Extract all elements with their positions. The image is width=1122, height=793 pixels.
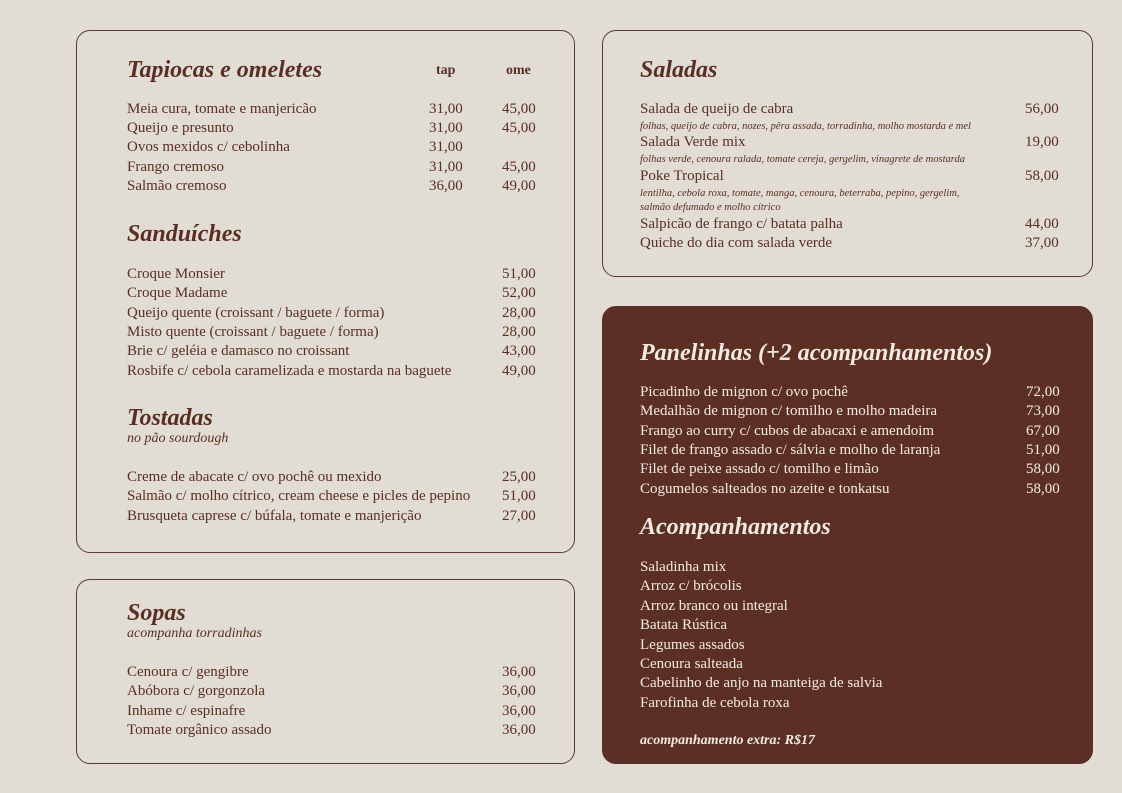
menu-item-row — [640, 383, 1070, 402]
item-price: 58,00 — [1026, 480, 1060, 497]
saladas-title: Saladas — [640, 57, 718, 83]
menu-item-row — [640, 234, 1070, 253]
menu-item-row — [127, 507, 557, 526]
sopas-subtitle: acompanha torradinhas — [127, 626, 262, 641]
menu-item-row — [127, 487, 557, 506]
tap-price: 31,00 — [429, 158, 463, 175]
item-price: 51,00 — [502, 488, 536, 505]
menu-item-row — [640, 100, 1070, 119]
tap-price: 31,00 — [429, 139, 463, 156]
menu-item-row — [640, 480, 1070, 499]
menu-item-row — [127, 119, 547, 138]
item-price: 67,00 — [1026, 422, 1060, 439]
menu-item-row — [640, 422, 1070, 441]
sanduiches-title: Sanduíches — [127, 221, 242, 247]
menu-item-row — [127, 682, 557, 701]
side-dish-item: Legumes assados — [640, 636, 745, 653]
item-name: Inhame c/ espinafre — [127, 702, 246, 719]
item-price: 73,00 — [1026, 403, 1060, 420]
item-name: Croque Monsier — [127, 266, 225, 282]
item-name: Salada Verde mix — [640, 134, 746, 150]
menu-item-row — [127, 721, 557, 740]
item-name: Meia cura, tomate e manjericão — [127, 101, 317, 117]
item-name: Medalhão de mignon c/ tomilho e molho madeira — [640, 403, 938, 420]
tap-price: 36,00 — [429, 177, 463, 194]
item-name: Croque Madame — [127, 285, 228, 302]
item-name: Salada de queijo de cabra — [640, 101, 794, 117]
item-description: lentilha, cebola roxa, tomate, manga, cenoura, beterraba, pepino, gergelim, — [640, 188, 960, 199]
menu-item-row — [127, 138, 547, 157]
item-price: 43,00 — [502, 343, 536, 360]
ome-price: 49,00 — [502, 177, 536, 194]
item-name: Frango cremoso — [127, 158, 225, 175]
item-name: Creme de abacate c/ ovo pochê ou mexido — [127, 469, 382, 485]
panelinhas-title: Panelinhas (+2 acompanhamentos) — [640, 340, 993, 366]
menu-item-row — [127, 177, 547, 196]
menu-item-row — [127, 158, 547, 177]
item-name: Picadinho de mignon c/ ovo pochê — [640, 384, 848, 400]
item-name: Cogumelos salteados no azeite e tonkatsu — [640, 480, 890, 497]
menu-item-row — [640, 167, 1070, 186]
item-name: Abóbora c/ gorgonzola — [127, 683, 266, 700]
item-price: 52,00 — [502, 285, 536, 302]
item-price: 36,00 — [502, 721, 536, 738]
tostadas-subtitle: no pão sourdough — [127, 431, 229, 446]
menu-item-row — [127, 284, 557, 303]
menu-item-row — [127, 100, 547, 119]
tap-price: 31,00 — [429, 120, 463, 137]
item-price: 36,00 — [502, 664, 536, 680]
item-price: 49,00 — [502, 362, 536, 379]
menu-item-row — [127, 702, 557, 721]
menu-item-row — [640, 441, 1070, 460]
item-price: 36,00 — [502, 702, 536, 719]
item-price: 37,00 — [1025, 235, 1059, 251]
side-dish-item: Farofinha de cebola roxa — [640, 694, 790, 711]
item-price: 51,00 — [1026, 441, 1060, 458]
menu-item-row — [127, 362, 557, 381]
ome-price: 45,00 — [502, 120, 536, 137]
item-name: Ovos mexidos c/ cebolinha — [127, 139, 290, 156]
menu-item-row — [640, 133, 1070, 152]
item-price: 51,00 — [502, 266, 536, 282]
item-name: Poke Tropical — [640, 168, 724, 184]
item-description: folhas, queijo de cabra, nozes, pêra assada, torradinha, molho mostarda e mel — [640, 121, 971, 132]
item-description: salmão defumado e molho cítrico — [640, 202, 781, 213]
item-price: 72,00 — [1026, 384, 1060, 400]
ome-column-header: ome — [506, 63, 531, 78]
item-name: Salpicão de frango c/ batata palha — [640, 216, 843, 232]
tostadas-title: Tostadas — [127, 405, 213, 431]
sopas-title: Sopas — [127, 600, 186, 626]
side-dish-item: Batata Rústica — [640, 617, 728, 634]
side-dish-item: Cabelinho de anjo na manteiga de salvia — [640, 675, 883, 692]
tap-column-header: tap — [436, 63, 456, 78]
item-name: Brie c/ geléia e damasco no croissant — [127, 343, 350, 360]
tapiocas-title: Tapiocas e omeletes — [127, 57, 323, 83]
item-description: folhas verde, cenoura ralada, tomate cereja, gergelim, vinagrete de mostarda — [640, 154, 965, 165]
item-price: 56,00 — [1025, 101, 1059, 117]
item-price: 44,00 — [1025, 216, 1059, 232]
menu-item-row — [640, 402, 1070, 421]
item-name: Queijo e presunto — [127, 120, 234, 137]
item-name: Misto quente (croissant / baguete / forma) — [127, 323, 379, 340]
ome-price: 45,00 — [502, 101, 536, 117]
item-name: Rosbife c/ cebola caramelizada e mostarda na baguete — [127, 362, 452, 379]
item-name: Salmão c/ molho cítrico, cream cheese e picles de pepino — [127, 488, 471, 505]
menu-item-row — [640, 215, 1070, 234]
item-name: Queijo quente (croissant / baguete / forma) — [127, 304, 385, 321]
item-name: Filet de peixe assado c/ tomilho e limão — [640, 461, 879, 478]
item-name: Quiche do dia com salada verde — [640, 235, 833, 251]
item-price: 19,00 — [1025, 134, 1059, 150]
menu-item-row — [640, 460, 1070, 479]
menu-item-row — [127, 323, 557, 342]
item-name: Filet de frango assado c/ sálvia e molho de laranja — [640, 441, 941, 458]
item-price: 25,00 — [502, 469, 536, 485]
item-price: 28,00 — [502, 304, 536, 321]
item-price: 28,00 — [502, 323, 536, 340]
item-name: Cenoura c/ gengibre — [127, 664, 249, 680]
item-name: Frango ao curry c/ cubos de abacaxi e amendoim — [640, 422, 935, 439]
menu-item-row — [127, 468, 557, 487]
side-dish-item: Arroz c/ brócolis — [640, 578, 742, 595]
item-price: 27,00 — [502, 507, 536, 524]
item-name: Salmão cremoso — [127, 177, 227, 194]
item-name: Tomate orgânico assado — [127, 721, 272, 738]
menu-item-row — [127, 265, 557, 284]
menu-item-row — [127, 342, 557, 361]
menu-item-row — [127, 304, 557, 323]
item-price: 58,00 — [1026, 461, 1060, 478]
side-dish-item: Cenoura salteada — [640, 656, 743, 672]
menu-item-row — [127, 663, 557, 682]
tap-price: 31,00 — [429, 101, 463, 117]
acompanhamento-extra-note: acompanhamento extra: R$17 — [640, 733, 816, 748]
item-price: 36,00 — [502, 683, 536, 700]
acompanhamentos-title: Acompanhamentos — [640, 514, 831, 540]
item-name: Brusqueta caprese c/ búfala, tomate e manjerição — [127, 507, 422, 524]
item-price: 58,00 — [1025, 168, 1059, 184]
ome-price: 45,00 — [502, 158, 536, 175]
side-dish-item: Saladinha mix — [640, 559, 727, 575]
side-dish-item: Arroz branco ou integral — [640, 597, 788, 614]
